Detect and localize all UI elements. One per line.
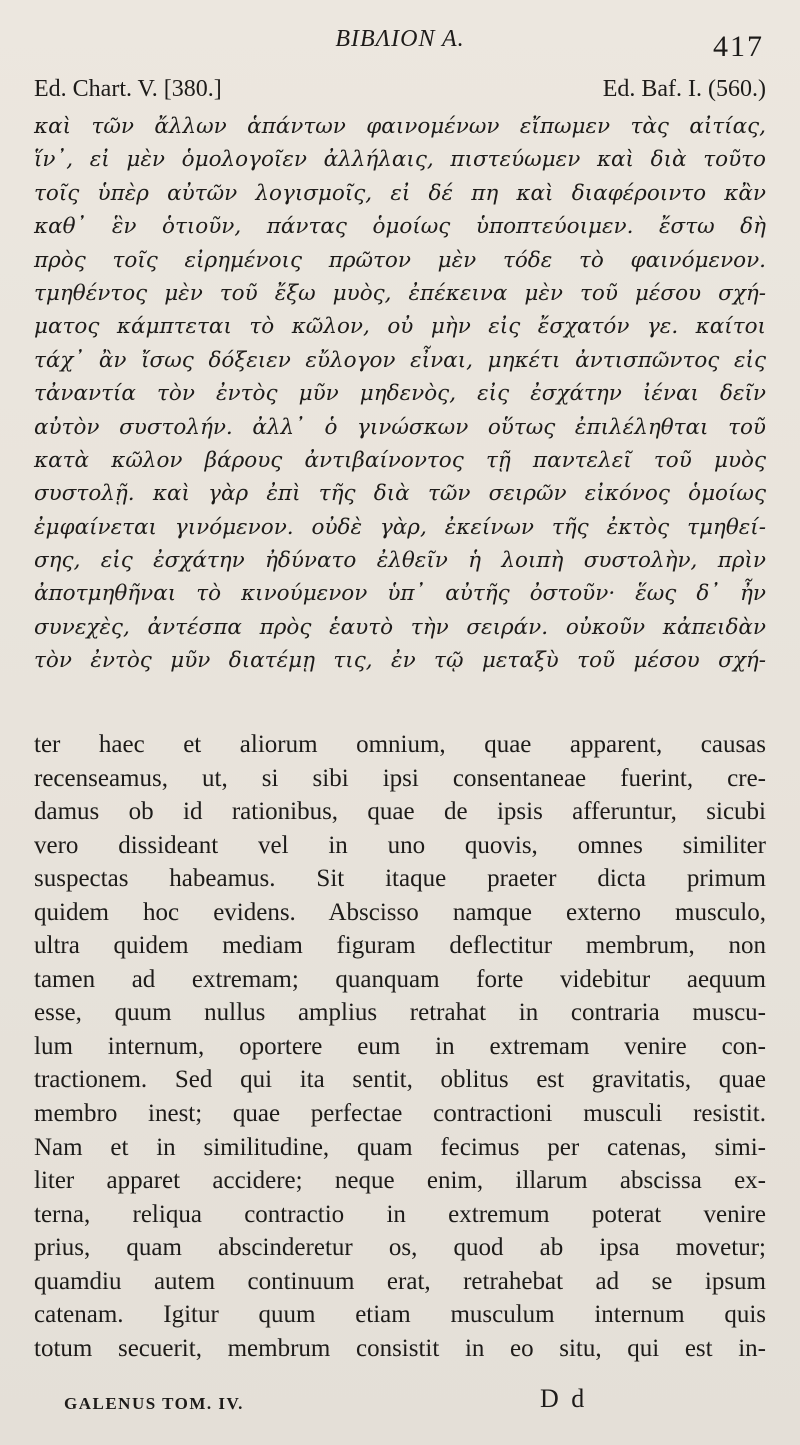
greek-line: τὸν ἐντὸς μῦν διατέμῃ τις, ἐν τῷ μεταξὺ τοῦ μέσου σχή- xyxy=(34,648,766,674)
latin-line: vero dissideant vel in uno quovis, omnes similiter xyxy=(34,831,766,859)
latin-line: ter haec et aliorum omnium, quae apparent, causas xyxy=(34,731,766,758)
signature-mark-gathering: D d xyxy=(540,1384,588,1413)
latin-line: lum internum, oportere eum in extremam venire con- xyxy=(34,1032,766,1060)
greek-line: πρὸς τοῖς εἰρημένοις πρῶτον μὲν τόδε τὸ φαινόμενον. xyxy=(34,247,766,273)
greek-line: τοῖς ὑπὲρ αὐτῶν λογισμοῖς, εἰ δέ πη καὶ διαφέροιντο κἂν xyxy=(34,180,766,206)
latin-line: tractionem. Sed qui ita sentit, oblitus est gravitatis, quae xyxy=(34,1066,766,1094)
latin-line: Nam et in similitudine, quam fecimus per catenas, simi- xyxy=(34,1133,766,1161)
greek-line: συνεχὲς, ἀντέσπα πρὸς ἑαυτὸ τὴν σειράν. οὐκοῦν κἀπειδὰν xyxy=(34,614,766,640)
page-number: 417 xyxy=(713,30,764,63)
greek-line: ἀποτμηθῆναι τὸ κινούμενον ὑπ᾽ αὐτῆς ὀστοῦν· ἕως δ᾽ ἦν xyxy=(34,581,766,607)
greek-line: σης, εἰς ἐσχάτην ἠδύνατο ἐλθεῖν ἡ λοιπὴ συστολὴν, πρὶν xyxy=(34,548,766,574)
edition-basel-reference: Ed. Baf. I. (560.) xyxy=(602,76,766,102)
latin-line: prius, quam abscinderetur os, quod ab ipsa movetur; xyxy=(34,1234,766,1262)
latin-text-block xyxy=(34,728,766,1365)
latin-line: quidem hoc evidens. Abscisso namque externo musculo, xyxy=(34,898,766,926)
greek-line: ἵν᾽, εἰ μὲν ὁμολογοῖεν ἀλλήλαις, πιστεύωμεν καὶ διὰ τοῦτο xyxy=(34,147,766,173)
greek-line: τάχ᾽ ἂν ἴσως δόξειεν εὔλογον εἶναι, μηκέτι ἀντισπῶντος εἰς xyxy=(34,347,766,373)
page-footer xyxy=(64,1384,736,1420)
greek-line: καθ᾽ ἓν ὁτιοῦν, πάντας ὁμοίως ὑποπτεύοιμεν. ἔστω δὴ xyxy=(34,214,766,240)
latin-line: liter apparet accidere; neque enim, illarum abscissa ex- xyxy=(34,1167,766,1195)
latin-line: quamdiu autem continuum erat, retrahebat ad se ipsum xyxy=(34,1267,766,1295)
greek-text-block xyxy=(34,110,766,678)
latin-line: recenseamus, ut, si sibi ipsi consentaneae fuerint, cre- xyxy=(34,764,766,792)
latin-line: catenam. Igitur quum etiam musculum internum quis xyxy=(34,1301,766,1329)
greek-line: τμηθέντος μὲν τοῦ ἔξω μυὸς, ἐπέκεινα μὲν τοῦ μέσου σχή- xyxy=(34,280,766,306)
latin-line: ultra quidem mediam figuram deflectitur membrum, non xyxy=(34,932,766,960)
greek-line: συστολῇ. καὶ γὰρ ἐπὶ τῆς διὰ τῶν σειρῶν εἰκόνος ὁμοίως xyxy=(34,481,766,507)
latin-line: suspectas habeamus. Sit itaque praeter dicta primum xyxy=(34,865,766,893)
latin-line: totum secuerit, membrum consistit in eo situ, qui est in- xyxy=(34,1334,766,1362)
greek-line: καὶ τῶν ἄλλων ἁπάντων φαινομένων εἴπωμεν τὰς αἰτίας, xyxy=(34,114,766,139)
running-title: BIBΛΙΟΝ Α. xyxy=(335,26,465,52)
greek-line: κατὰ κῶλον βάρους ἀντιβαίνοντος τῇ παντελεῖ τοῦ μυὸς xyxy=(34,447,766,473)
greek-line: ἐμφαίνεται γινόμενον. οὐδὲ γὰρ, ἐκείνων τῆς ἐκτὸς τμηθεί- xyxy=(34,514,766,540)
greek-line: τἀναντία τὸν ἐντὸς μῦν μηδενὸς, εἰς ἐσχάτην ἰέναι δεῖν xyxy=(34,381,766,407)
signature-mark-volume: GALENUS TOM. IV. xyxy=(64,1394,244,1413)
edition-chart-reference: Ed. Chart. V. [380.] xyxy=(34,76,222,102)
greek-line: ματος κάμπτεται τὸ κῶλον, οὐ μὴν εἰς ἔσχατόν γε. καίτοι xyxy=(34,314,766,340)
greek-line: αὐτὸν συστολήν. ἀλλ᾽ ὁ γινώσκων οὕτως ἐπιλέληθται τοῦ xyxy=(34,414,766,440)
latin-line: esse, quum nullus amplius retrahat in contraria muscu- xyxy=(34,999,766,1027)
latin-line: terna, reliqua contractio in extremum poterat venire xyxy=(34,1200,766,1228)
latin-line: damus ob id rationibus, quae de ipsis afferuntur, sicubi xyxy=(34,798,766,826)
latin-line: membro inest; quae perfectae contractioni musculi resistit. xyxy=(34,1100,766,1128)
latin-line: tamen ad extremam; quanquam forte videbitur aequum xyxy=(34,965,766,993)
